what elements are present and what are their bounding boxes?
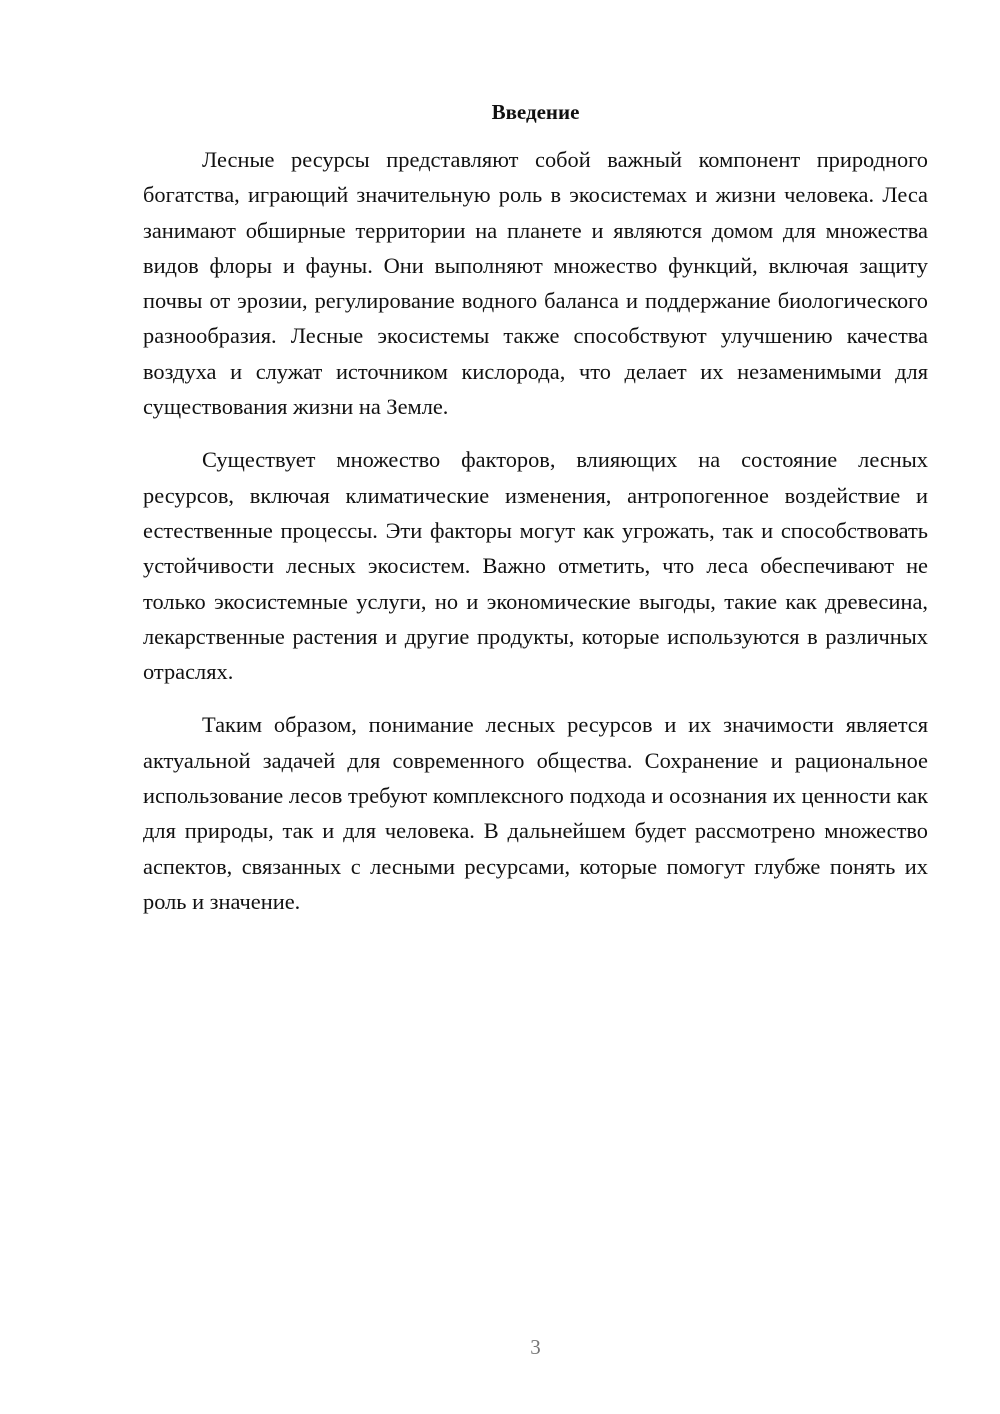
- body-text: [143, 142, 928, 937]
- paragraph: Лесные ресурсы представляют собой важный компонент природного богатства, играющий значительную роль в экосистемах и жизни человека. Леса занимают обширные территории на планете и являются домом для множества видов флоры и фауны. Они выполняют множество функций, включая защиту почвы от эрозии, регулирование водного баланса и поддержание биологического разнообразия. Лесные экосистемы также способствуют улучшению качества воздуха и служат источником кислорода, что делает их незаменимыми для существования жизни на Земле.: [143, 147, 928, 420]
- page-number: 3: [530, 1335, 541, 1359]
- paragraph: Таким образом, понимание лесных ресурсов и их значимости является актуальной задачей для современного общества. Сохранение и рациональное использование лесов требуют комплексного подхода и осознания их ценности как для природы, так и для человека. В дальнейшем будет рассмотрено множество аспектов, связанных с лесными ресурсами, которые помогут глубже понять их роль и значение.: [143, 712, 928, 914]
- paragraph: Существует множество факторов, влияющих на состояние лесных ресурсов, включая климатические изменения, антропогенное воздействие и естественные процессы. Эти факторы могут как угрожать, так и способствовать устойчивости лесных экосистем. Важно отметить, что леса обеспечивают не только экосистемные услуги, но и экономические выгоды, такие как древесина, лекарственные растения и другие продукты, которые используются в различных отраслях.: [143, 447, 928, 685]
- section-heading: Введение: [491, 100, 580, 124]
